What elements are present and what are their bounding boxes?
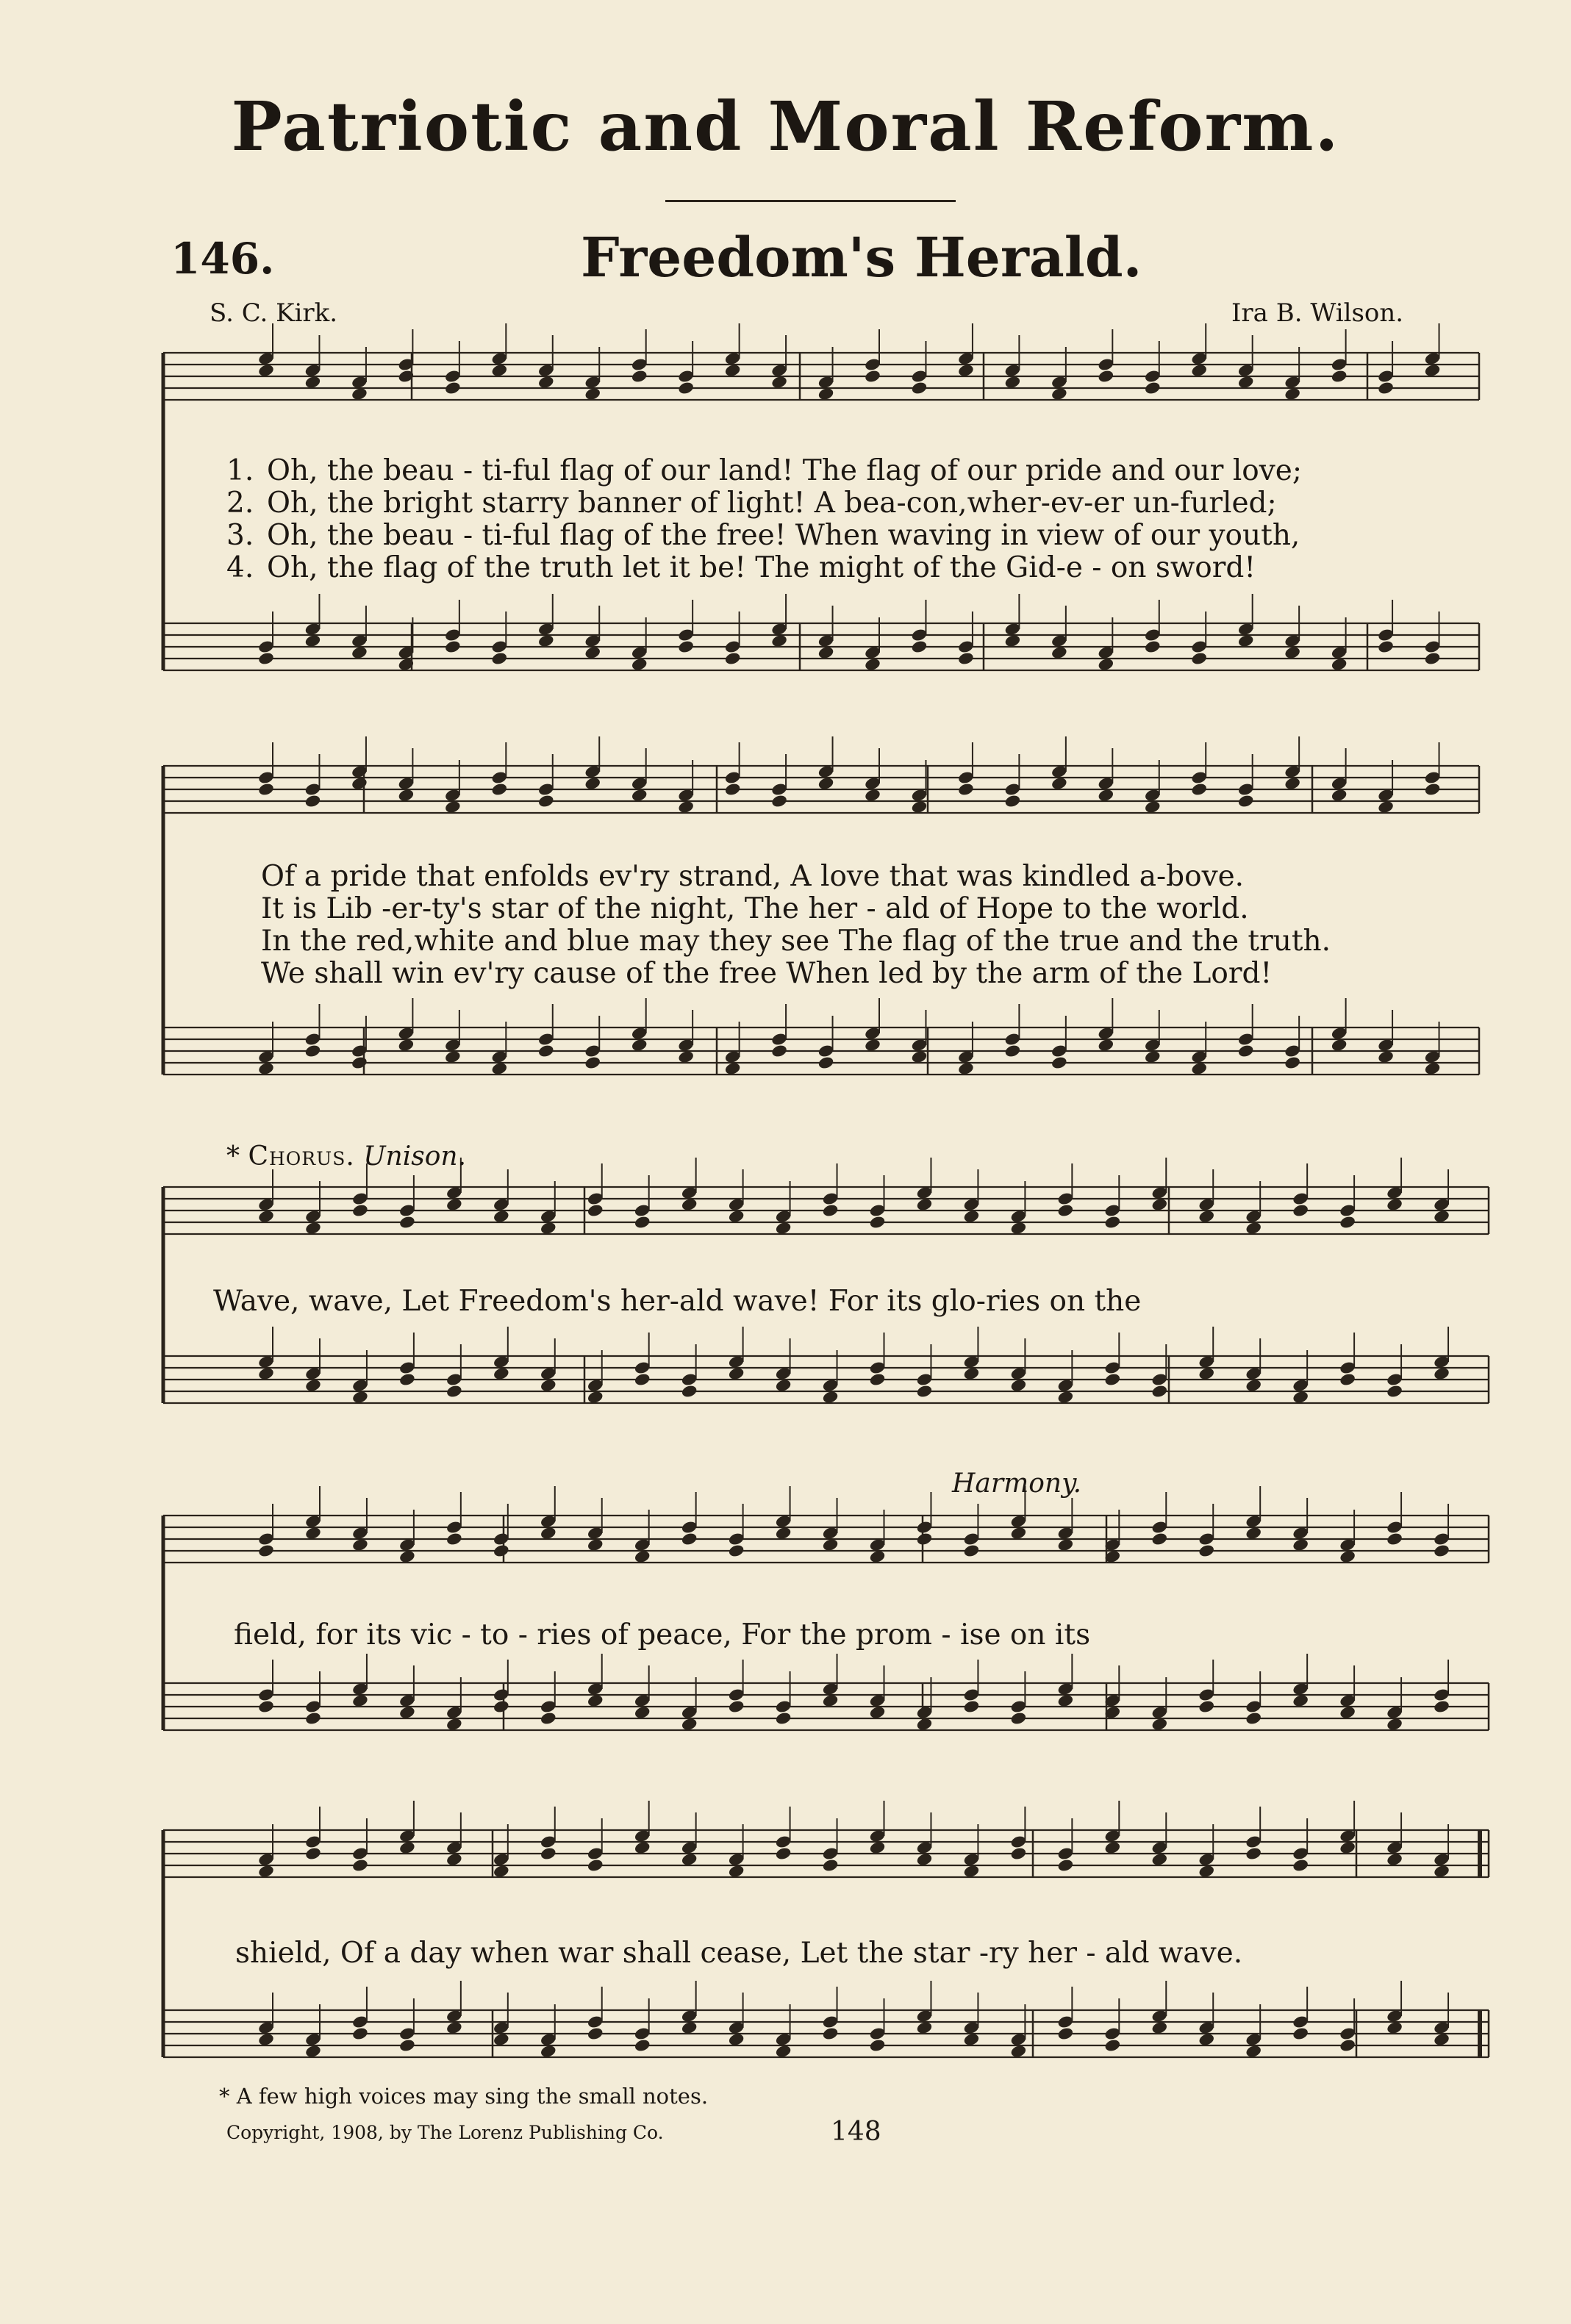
- page-number: 148: [831, 2117, 881, 2147]
- verse-4-line-2: We shall win ev'ry cause of the free When led by the arm of the Lord!: [261, 957, 1273, 990]
- verse-2-line-2: It is Lib -er-ty's star of the night, The her - ald of Hope to the world.: [261, 892, 1249, 925]
- verse-4-line-1: 4. Oh, the flag of the truth let it be! The might of the Gid-e - on sword!: [226, 551, 1256, 584]
- section-title: Patriotic and Moral Reform.: [231, 87, 1340, 166]
- verse-2-line-1: 2. Oh, the bright starry banner of light! A bea-con,wher-ev-er un-furled;: [226, 487, 1277, 520]
- verse-1-line-1: 1. Oh, the beau - ti-ful flag of our land! The flag of our pride and our love;: [226, 454, 1303, 487]
- verse-1-line-2: Of a pride that enfolds ev'ry strand, A love that was kindled a-bove.: [261, 860, 1245, 893]
- lyricist-credit: Ira B. Wilson.: [1231, 298, 1404, 328]
- chorus-line-2: field, for its vic - to - ries of peace, For the prom - ise on its: [234, 1618, 1091, 1651]
- composer-credit: S. C. Kirk.: [210, 298, 338, 328]
- hymn-number: 146.: [171, 234, 275, 284]
- verse-3-line-2: In the red,white and blue may they see The flag of the true and the truth.: [261, 925, 1331, 958]
- harmony-label: Harmony.: [952, 1468, 1082, 1499]
- footnote: * A few high voices may sing the small notes.: [219, 2084, 709, 2109]
- chorus-line-1: Wave, wave, Let Freedom's her-ald wave! For its glo-ries on the: [213, 1285, 1142, 1318]
- verse-3-line-1: 3. Oh, the beau - ti-ful flag of the free! When waving in view of our youth,: [226, 519, 1300, 552]
- hymn-title: Freedom's Herald.: [581, 226, 1142, 290]
- copyright: Copyright, 1908, by The Lorenz Publishing Co.: [226, 2122, 664, 2143]
- chorus-line-3: shield, Of a day when war shall cease, Let the star -ry her - ald wave.: [235, 1937, 1243, 1970]
- chorus-label: * Chorus. Unison.: [226, 1141, 467, 1172]
